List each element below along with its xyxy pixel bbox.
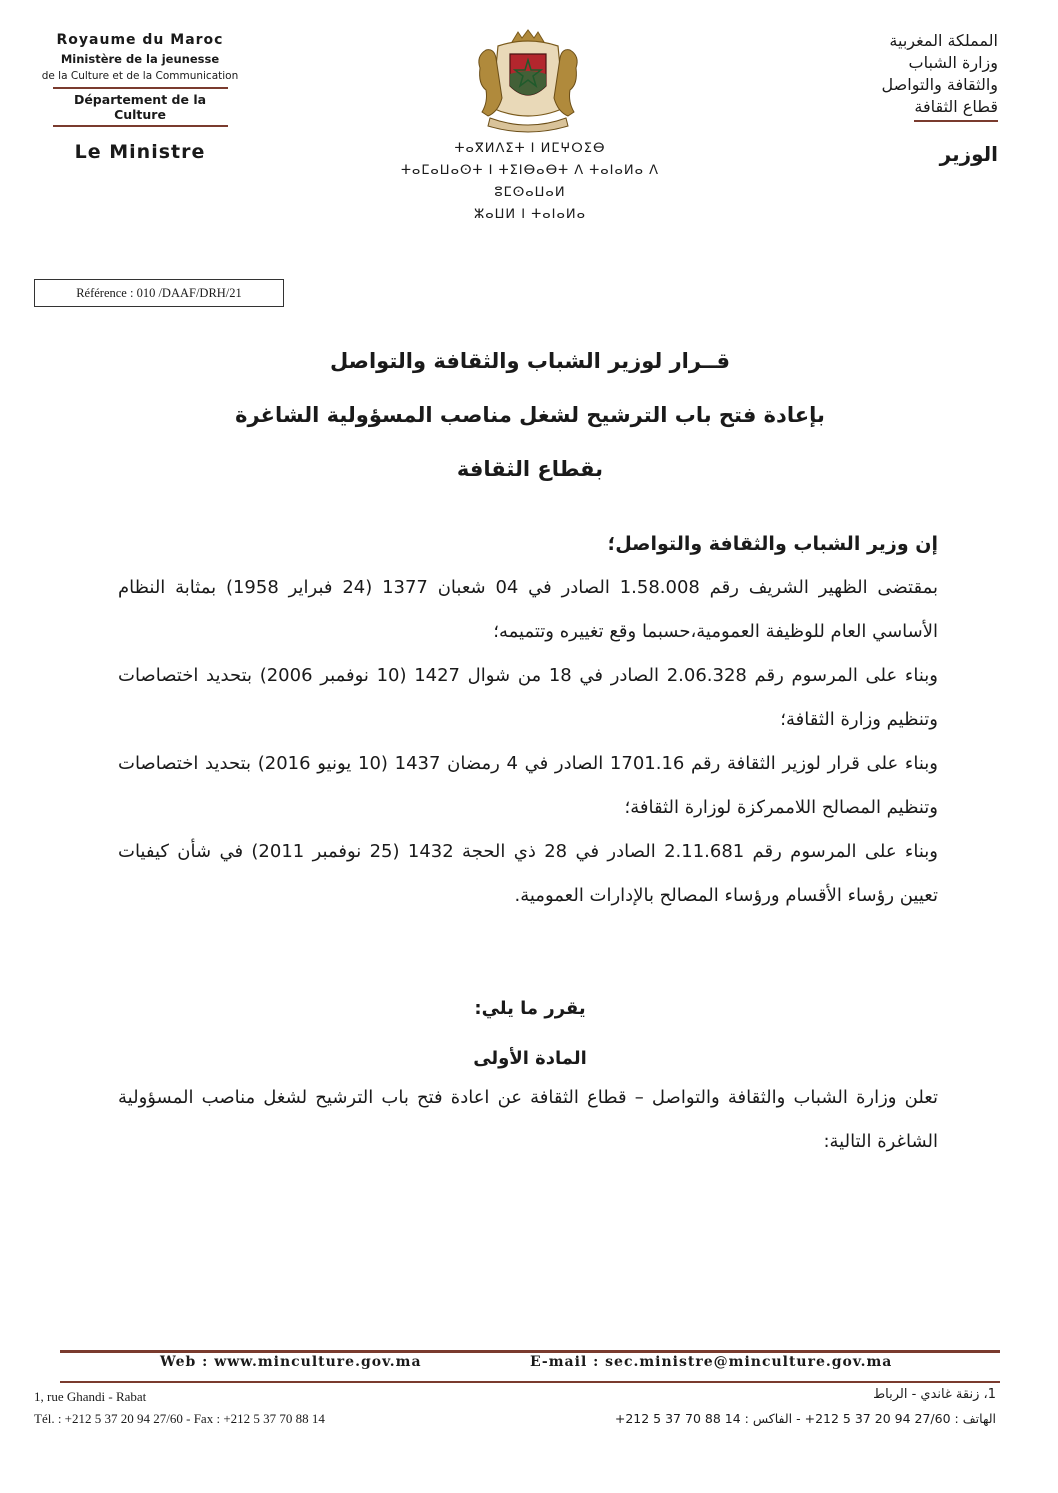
ministry-subname-ar: والثقافة والتواصل	[881, 75, 998, 94]
title-line-3: بقطاع الثقافة	[456, 457, 604, 481]
footer-divider-bottom	[60, 1381, 1000, 1383]
coat-of-arms-icon	[472, 28, 584, 134]
decides-label: يقرر ما يلي:	[474, 998, 586, 1019]
minister-label-fr: Le Ministre	[74, 141, 206, 163]
ministry-subname-fr: de la Culture et de la Communication	[41, 70, 239, 82]
article-text: تعلن وزارة الشباب والثقافة والتواصل – قطاع الثقافة عن اعادة فتح باب الترشيح لشغل مناصب المسؤولية الشاغرة التالية:	[118, 1087, 938, 1152]
title-line-1: قــرار لوزير الشباب والثقافة والتواصل	[329, 349, 731, 373]
footer-web: Web : www.minculture.gov.ma	[160, 1354, 422, 1370]
article-title: المادة الأولى	[473, 1048, 587, 1069]
department-name-ar: قطاع الثقافة	[914, 96, 998, 122]
ministry-name-fr: Ministère de la jeunesse	[60, 52, 220, 66]
tifinagh-line-3: ⵣⴰⵡⵍ ⵏ ⵜⴰⵏⴰⵍⴰ	[474, 207, 586, 222]
preamble-intro: إن وزير الشباب والثقافة والتواصل؛	[607, 533, 938, 555]
preamble-paragraph: وبناء على المرسوم رقم 2.11.681 الصادر في 28 ذي الحجة 1432 (25 نوفمبر 2011) في شأن كيفيات تعيين رؤساء الأقسام ورؤساء المصالح بالإدارات العمومية.	[118, 841, 938, 906]
kingdom-name-fr: Royaume du Maroc	[56, 32, 224, 48]
tifinagh-line-1: ⵜⴰⴳⵍⴷⵉⵜ ⵏ ⵍⵎⵖⵔⵉⴱ	[454, 141, 606, 156]
preamble-paragraph: بمقتضى الظهير الشريف رقم 1.58.008 الصادر في 04 شعبان 1377 (24 فبراير 1958) بمثابة النظام الأساسي العام للوظيفة العمومية،حسبما وقع تغييره وتتميمه؛	[118, 577, 939, 642]
footer-divider-top	[60, 1350, 1000, 1353]
footer-address-ar: 1، زنقة غاندي - الرباط	[873, 1387, 996, 1402]
article-one	[118, 1076, 938, 1164]
tifinagh-header	[370, 138, 690, 226]
preamble-paragraph: وبناء على المرسوم رقم 2.06.328 الصادر في 18 من شوال 1427 (10 نوفمبر 2006) بتحديد اختصاصات وتنظيم وزارة الثقافة؛	[118, 665, 938, 730]
kingdom-name-ar: المملكة المغربية	[889, 31, 998, 50]
decision-title	[150, 334, 910, 496]
footer-phone-fr: Tél. : +212 5 37 20 94 27/60 - Fax : +212 5 37 70 88 14	[34, 1411, 325, 1426]
ministry-name-ar: وزارة الشباب	[908, 53, 998, 72]
department-name-fr: Département de la Culture	[53, 87, 228, 127]
minister-label-ar: الوزير	[939, 142, 998, 166]
preamble-paragraph: وبناء على قرار لوزير الثقافة رقم 1701.16 الصادر في 4 رمضان 1437 (10 يونيو 2016) بتحديد اختصاصات وتنظيم المصالح اللاممركزة لوزارة الثقافة؛	[118, 753, 938, 818]
header-left-block	[30, 32, 250, 163]
footer-email: E-mail : sec.ministre@minculture.gov.ma	[530, 1354, 893, 1370]
title-line-2: بإعادة فتح باب الترشيح لشغل مناصب المسؤولية الشاغرة	[235, 403, 825, 427]
header-right-block	[798, 30, 998, 166]
decision-heading	[300, 984, 760, 1084]
tifinagh-line-2: ⵜⴰⵎⴰⵡⴰⵙⵜ ⵏ ⵜⵉⵏⴱⴰⴱⵜ ⴷ ⵜⴰⵏⴰⵍⴰ ⴷ ⵓⵎⵙⴰⵡⴰⵍ	[400, 163, 660, 200]
reference-box: Référence : 010 /DAAF/DRH/21	[34, 279, 284, 307]
footer-phone-ar: الهاتف : 27/60 94 20 37 5 212+ - الفاكس : 14 88 70 37 5 212+	[614, 1411, 996, 1426]
preamble	[118, 522, 938, 918]
footer-address-fr: 1, rue Ghandi - Rabat	[34, 1389, 147, 1404]
